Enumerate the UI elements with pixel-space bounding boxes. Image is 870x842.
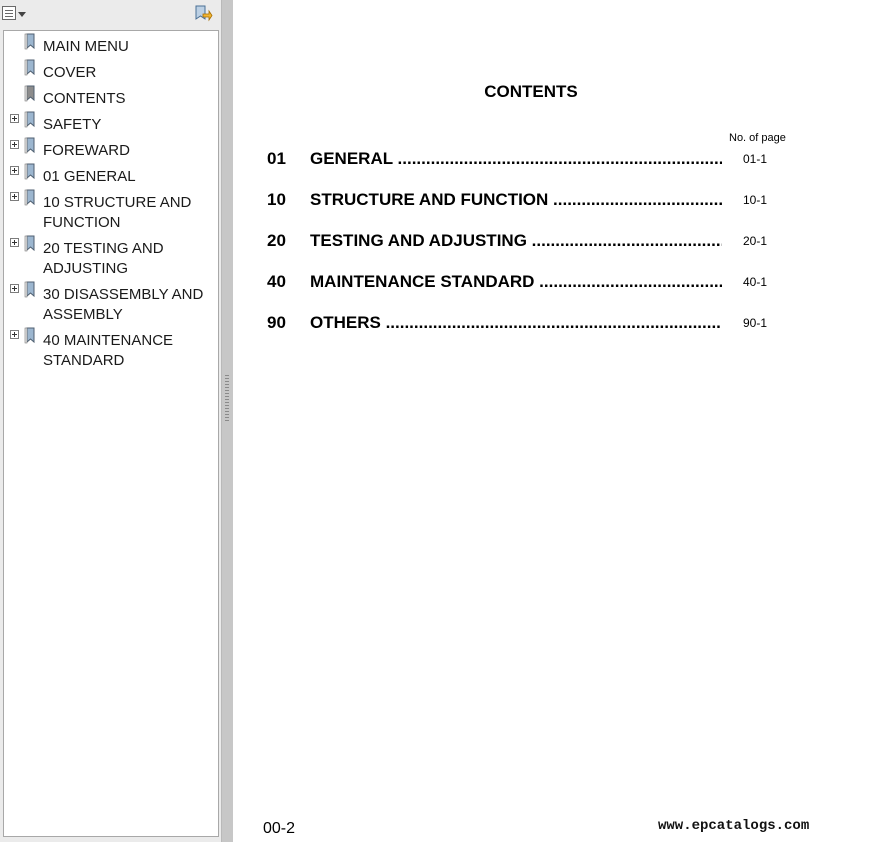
options-menu-icon bbox=[2, 6, 16, 20]
bookmark-item[interactable] bbox=[4, 59, 218, 83]
bookmark-item[interactable] bbox=[4, 137, 218, 161]
toc-section-title: TESTING AND ADJUSTING ..... bbox=[310, 231, 722, 253]
bookmark-label: SAFETY bbox=[43, 116, 102, 133]
expand-plus-icon[interactable] bbox=[10, 192, 19, 201]
toc-section-number: 20 bbox=[267, 231, 286, 250]
bookmark-item[interactable] bbox=[4, 235, 218, 279]
bookmark-item[interactable] bbox=[4, 327, 218, 371]
toc-page-number: 20-1 bbox=[743, 234, 768, 248]
expand-plus-icon[interactable] bbox=[10, 284, 19, 293]
expand-bookmark-button[interactable] bbox=[193, 4, 213, 24]
bookmark-label: FOREWARD bbox=[43, 142, 130, 159]
bookmark-icon bbox=[24, 111, 38, 128]
bookmark-item[interactable] bbox=[4, 189, 218, 233]
bookmark-icon bbox=[24, 33, 38, 50]
expand-bookmark-icon bbox=[193, 4, 213, 24]
toc-page-number: 01-1 bbox=[743, 152, 768, 166]
splitter-grip-icon bbox=[225, 375, 229, 423]
bookmark-item[interactable] bbox=[4, 281, 218, 325]
bookmark-item[interactable] bbox=[4, 33, 218, 57]
toc-entry[interactable] bbox=[233, 313, 870, 335]
bookmark-icon bbox=[24, 59, 38, 76]
panel-splitter[interactable] bbox=[222, 0, 233, 842]
expand-plus-icon[interactable] bbox=[10, 166, 19, 175]
toc-section-number: 40 bbox=[267, 272, 286, 291]
page-column-label: No. of page bbox=[729, 132, 786, 144]
bookmark-label: 40 MAINTENANCE STANDARD bbox=[43, 332, 174, 369]
bookmark-label: 01 GENERAL bbox=[43, 168, 136, 185]
bookmark-item[interactable] bbox=[4, 111, 218, 135]
bookmark-label: 20 TESTING AND ADJUSTING bbox=[43, 240, 164, 277]
bookmark-label: MAIN MENU bbox=[43, 38, 129, 55]
document-page bbox=[233, 0, 870, 842]
bookmark-icon bbox=[24, 163, 38, 180]
toc-section-number: 10 bbox=[267, 190, 286, 209]
bookmark-label: 30 DISASSEMBLY AND ASSEMBLY bbox=[43, 286, 204, 323]
bookmark-icon bbox=[24, 281, 38, 298]
bookmark-label: 10 STRUCTURE AND FUNCTION bbox=[43, 194, 192, 231]
watermark: www.epcatalogs.com bbox=[658, 818, 810, 834]
expand-plus-icon[interactable] bbox=[10, 114, 19, 123]
toc-section-title: GENERAL ..... bbox=[310, 149, 722, 171]
bookmark-icon bbox=[24, 137, 38, 154]
toc-section-number: 90 bbox=[267, 313, 286, 332]
toc-section-title: MAINTENANCE STANDARD ..... bbox=[310, 272, 722, 294]
toc-entry[interactable] bbox=[233, 272, 870, 294]
expand-plus-icon[interactable] bbox=[10, 238, 19, 247]
bookmark-label: CONTENTS bbox=[43, 90, 126, 107]
toc-page-number: 40-1 bbox=[743, 275, 768, 289]
expand-plus-icon[interactable] bbox=[10, 330, 19, 339]
bookmark-item[interactable] bbox=[4, 85, 218, 109]
expand-plus-icon[interactable] bbox=[10, 140, 19, 149]
toc-section-title: STRUCTURE AND FUNCTION ..... bbox=[310, 190, 722, 212]
page-title: CONTENTS bbox=[484, 82, 578, 101]
toc-entry[interactable] bbox=[233, 149, 870, 171]
chevron-down-icon bbox=[18, 12, 26, 17]
bookmark-icon bbox=[24, 327, 38, 344]
bookmark-label: COVER bbox=[43, 64, 97, 81]
toc-entry[interactable] bbox=[233, 231, 870, 253]
toc-section-number: 01 bbox=[267, 149, 286, 168]
bookmark-item[interactable] bbox=[4, 163, 218, 187]
toc-section-title: OTHERS ..... bbox=[310, 313, 722, 335]
bookmark-icon bbox=[24, 189, 38, 206]
bookmark-icon bbox=[24, 85, 38, 102]
bookmark-tree bbox=[3, 30, 219, 837]
bookmarks-toolbar bbox=[0, 0, 222, 30]
bookmark-icon bbox=[24, 235, 38, 252]
toc-page-number: 10-1 bbox=[743, 193, 768, 207]
options-menu-button[interactable] bbox=[2, 6, 26, 22]
bookmarks-panel bbox=[0, 0, 222, 842]
page-number: 00-2 bbox=[263, 820, 296, 837]
toc-entry[interactable] bbox=[233, 190, 870, 212]
toc-page-number: 90-1 bbox=[743, 316, 768, 330]
